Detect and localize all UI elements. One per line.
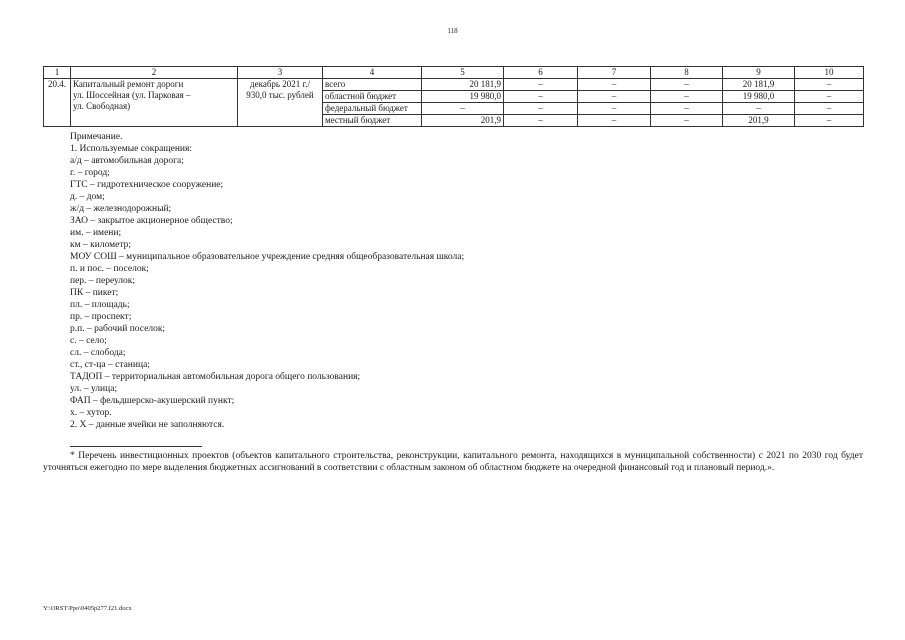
cost-line: 930,0 тыс. рублей xyxy=(246,90,314,100)
investment-projects-table xyxy=(43,66,864,127)
abbreviation-item: пл. – площадь; xyxy=(70,300,130,310)
footnote-text: * Перечень инвестиционных проектов (объектов капитального строительства, реконструкции, капитального ремонта, находящихся в муниципальной собственности) с 2021 по 2030 год будет уточняться ежегодно по мере выделения бюджетных ассигнований в соответствии с областным законом об областном бюджете на очередной финансовый год и плановый период.». xyxy=(43,451,863,473)
abbreviation-item: г. – город; xyxy=(70,168,110,178)
abbreviation-item: пр. – проспект; xyxy=(70,312,132,322)
abbreviation-item: р.п. – рабочий поселок; xyxy=(70,324,166,334)
table-header-row xyxy=(44,67,864,79)
file-path: Y:\ORST\Ppo\0405p277.f21.docx xyxy=(43,605,132,612)
amount-cell: – xyxy=(795,103,864,115)
amount-cell: – xyxy=(578,91,651,103)
amount-cell: 20 181,9 xyxy=(422,79,504,91)
column-header: 8 xyxy=(651,67,723,79)
funding-source: федеральный бюджет xyxy=(323,103,422,115)
column-header: 10 xyxy=(795,67,864,79)
abbreviation-item: ст., ст-ца – станица; xyxy=(70,360,150,370)
amount-cell: – xyxy=(578,103,651,115)
amount-cell: – xyxy=(723,103,795,115)
period-line: декабрь 2021 г./ xyxy=(250,79,310,89)
amount-cell: – xyxy=(795,115,864,127)
amount-cell: 19 980,0 xyxy=(422,91,504,103)
abbreviation-item: х. – хутор. xyxy=(70,408,112,418)
abbreviation-item: ТАДОП – территориальная автомобильная дорога общего пользования; xyxy=(70,372,361,382)
amount-cell: – xyxy=(578,115,651,127)
abbreviation-item: ЗАО – закрытое акционерное общество; xyxy=(70,216,233,226)
page-number: 118 xyxy=(447,27,458,35)
amount-cell: – xyxy=(504,103,578,115)
object-name xyxy=(71,79,238,127)
amount-cell: 20 181,9 xyxy=(723,79,795,91)
abbreviation-item: пер. – переулок; xyxy=(70,276,136,286)
amount-cell: – xyxy=(795,79,864,91)
row-number: 20.4. xyxy=(44,79,71,127)
amount-cell: 201,9 xyxy=(723,115,795,127)
footnote-divider xyxy=(70,446,202,447)
amount-cell: – xyxy=(504,115,578,127)
column-header: 2 xyxy=(71,67,238,79)
column-header: 7 xyxy=(578,67,651,79)
column-header: 1 xyxy=(44,67,71,79)
amount-cell: – xyxy=(651,79,723,91)
abbreviation-item: ул. – улица; xyxy=(70,384,118,394)
column-header: 9 xyxy=(723,67,795,79)
amount-cell: – xyxy=(651,103,723,115)
amount-cell: 19 980,0 xyxy=(723,91,795,103)
column-header: 6 xyxy=(504,67,578,79)
column-header: 3 xyxy=(238,67,323,79)
object-name-line: ул. Шоссейная (ул. Парковая – xyxy=(73,90,191,100)
funding-source: областной бюджет xyxy=(323,91,422,103)
abbreviation-item: ПК – пикет; xyxy=(70,288,119,298)
amount-cell: – xyxy=(651,91,723,103)
table-row xyxy=(44,79,864,91)
column-header: 4 xyxy=(323,67,422,79)
notes-title: Примечание. xyxy=(70,132,123,142)
abbreviation-item: ГТС – гидротехническое сооружение; xyxy=(70,180,224,190)
abbreviation-item: км – километр; xyxy=(70,240,132,250)
abbreviation-item: сл. – слобода; xyxy=(70,348,126,358)
abbreviation-item: п. и пос. – поселок; xyxy=(70,264,149,274)
abbreviation-item: с. – село; xyxy=(70,336,107,346)
abbreviations-notes xyxy=(70,131,770,431)
notes-second-item: 2. Х – данные ячейки не заполняются. xyxy=(70,420,225,430)
abbreviation-item: им. – имени; xyxy=(70,228,122,238)
column-header: 5 xyxy=(422,67,504,79)
amount-cell: – xyxy=(651,115,723,127)
notes-intro: 1. Используемые сокращения: xyxy=(70,144,192,154)
funding-source: всего xyxy=(323,79,422,91)
funding-source: местный бюджет xyxy=(323,115,422,127)
object-name-line: ул. Свободная) xyxy=(73,101,131,111)
abbreviation-item: ФАП – фельдшерско-акушерский пункт; xyxy=(70,396,235,406)
amount-cell: – xyxy=(578,79,651,91)
amount-cell: – xyxy=(504,91,578,103)
amount-cell: – xyxy=(795,91,864,103)
abbreviation-item: ж/д – железнодорожный; xyxy=(70,204,172,214)
abbreviation-item: д. – дом; xyxy=(70,192,105,202)
object-name-line: Капитальный ремонт дороги xyxy=(73,79,184,89)
amount-cell: 201,9 xyxy=(422,115,504,127)
amount-cell: – xyxy=(504,79,578,91)
abbreviation-item: а/д – автомобильная дорога; xyxy=(70,156,184,166)
abbreviation-item: МОУ СОШ – муниципальное образовательное учреждение средняя общеобразовательная школа; xyxy=(70,252,465,262)
amount-cell: – xyxy=(422,103,504,115)
period-and-cost xyxy=(238,79,323,127)
